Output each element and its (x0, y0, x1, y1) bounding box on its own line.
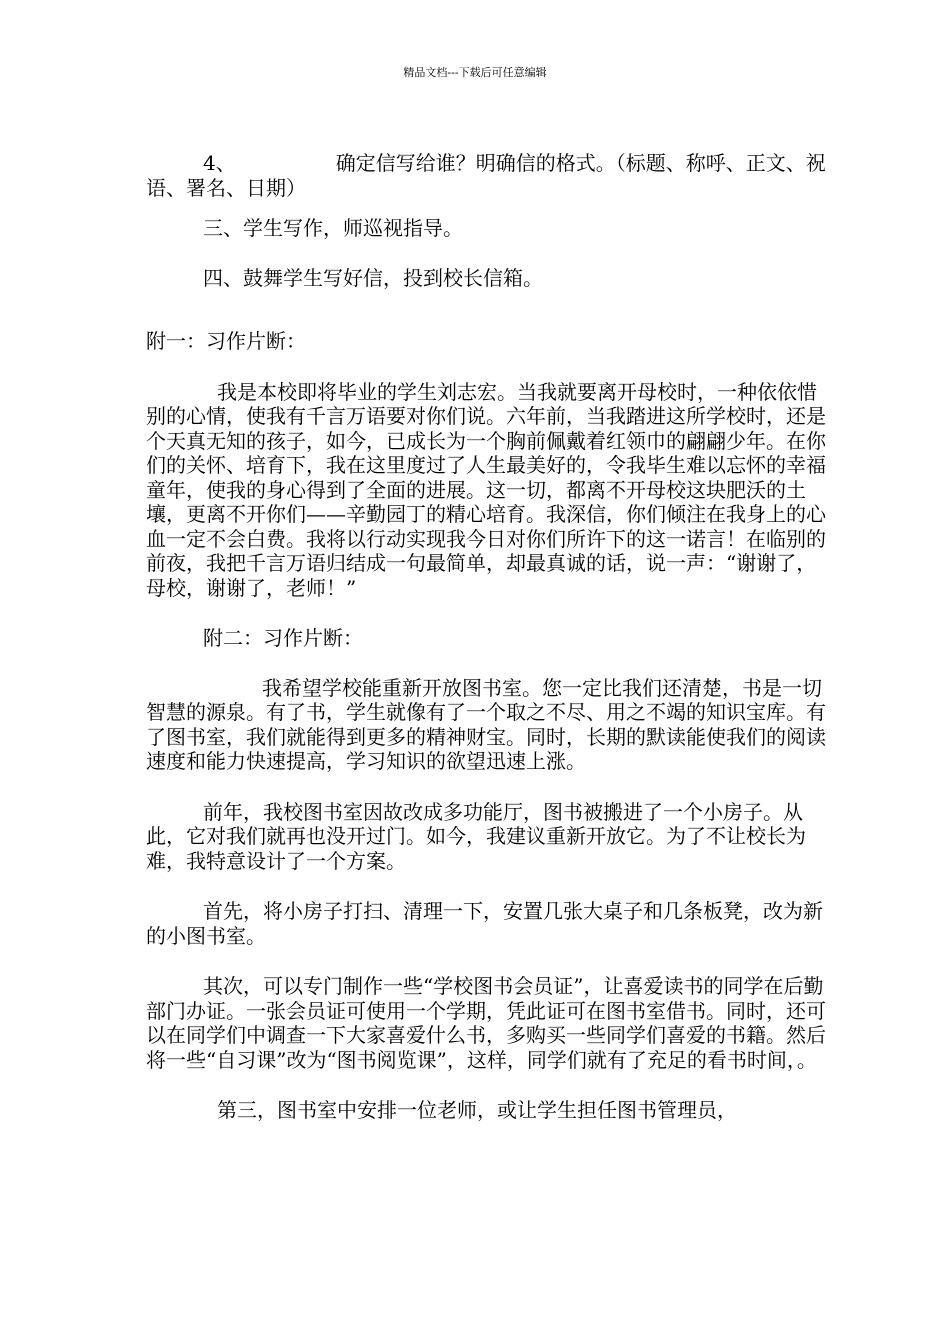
appendix-2-paragraph-3: 首先，将小房子打扫、清理一下，安置几张大桌子和几条板凳，改为新的小图书室。 (146, 899, 823, 948)
appendix-1-paragraph: 我是本校即将毕业的学生刘志宏。当我就要离开母校时，一种依依惜别的心情，使我有千言万语要对你们说。六年前，当我踏进这所学校时，还是个天真无知的孩子，如今，已成长为一个胸前佩戴着红领巾的翩翩少年。在你们的关怀、培育下，我在这里度过了人生最美好的，令我毕生难以忘怀的幸福童年，使我的身心得到了全面的进展。这一切，都离不开母校这块肥沃的土壤，更离不开你们——辛勤园丁的精心培育。我深信，你们倾注在我身上的心血一定不会白费。我将以行动实现我今日对你们所许下的这一诺言！在临别的前夜，我把千言万语归结成一句最简单，却最真诚的话，说一声：“谢谢了，母校，谢谢了，老师！” (146, 379, 826, 600)
appendix-1-title: 附一：习作片断： (146, 329, 306, 353)
list-item-three: 三、学生写作，师巡视指导。 (203, 216, 463, 240)
appendix-2-paragraph-4: 其次，可以专门制作一些“学校图书会员证”，让喜爱读书的同学在后勤部门办证。一张会员证可使用一个学期，凭此证可在图书室借书。同时，还可以在同学们中调查一下大家喜爱什么书，多购买一些同学们喜爱的书籍。然后将一些“自习课”改为“图书阅览课”，这样，同学们就有了充足的看书时间，。 (146, 974, 826, 1072)
list-item-four: 四、鼓舞学生写好信，投到校长信箱。 (203, 265, 543, 290)
appendix-2-title: 附二：习作片断： (203, 626, 363, 650)
list-item-4 (146, 151, 826, 200)
appendix-2-paragraph-1: 我希望学校能重新开放图书室。您一定比我们还清楚，书是一切智慧的源泉。有了书，学生就像有了一个取之不尽、用之不竭的知识宝库。有了图书室，我们就能得到更多的精神财宝。同时，长期的默读能使我们的阅读速度和能力快速提高，学习知识的欲望迅速上涨。 (146, 675, 826, 773)
appendix-2-paragraph-2: 前年，我校图书室因故改成多功能厅，图书被搬进了一个小房子。从此，它对我们就再也没开过门。如今，我建议重新开放它。为了不让校长为难，我特意设计了一个方案。 (146, 799, 806, 873)
list-item-number: 4、 (203, 151, 236, 175)
list-item-text: 确定信写给谁？明确信的格式。（标题、称呼、正文、祝语、署名、日期） (146, 151, 826, 200)
document-body (146, 151, 826, 1123)
page-header: 精品文档---下载后可任意编辑 (403, 66, 547, 79)
appendix-2-paragraph-5: 第三，图书室中安排一位老师，或让学生担任图书管理员， (217, 1098, 737, 1122)
